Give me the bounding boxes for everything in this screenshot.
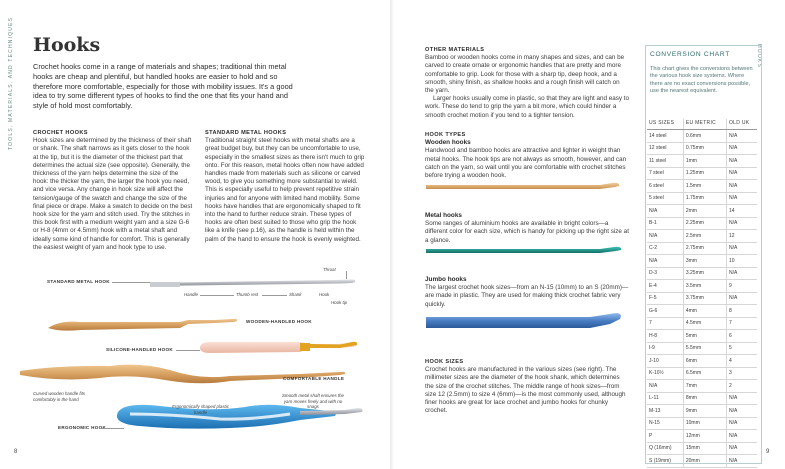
crochet-hooks-heading: CROCHET HOOKS [33,130,88,136]
table-row [647,305,757,318]
standard-metal-body: Traditional straight steel hooks with metal shafts are a great budget buy, but they can be uncomfortable to use, especially in the smallest sizes as there isn't much to grip onto. For this reason, metal hooks often now have added handles made from materials such as silicone or carved wood, to give you something more substantial to wield. This is especially useful to help prevent repetitive strain injuries and for anyone with limited hand mobility. Some hooks have handles that are ergonomically shaped to fit into the hand to further reduce strain. These types of hooks are often best suited to those who grip the hook like a knife (see p.16), as the handle is held within the palm of the hand to ensure the hook is evenly weighted. [205,137,365,243]
cell-old-uk: 7 [726,317,757,330]
page-title: Hooks [33,34,101,56]
conversion-chart-text: This chart gives the conversions between the various hook size systems. Where there are no exact conversions possible, use the nearest equivalent. [650,66,753,94]
page-number-right: 9 [766,449,770,455]
label-thumb-rest: Thumb rest [236,292,259,297]
leader-line [176,350,200,351]
cell-eu-metric: 5mm [683,330,726,343]
table-row [647,330,757,343]
cell-eu-metric: 12mm [683,430,726,443]
cell-us-size: N/A [647,230,683,243]
leader-line [346,271,347,279]
cell-eu-metric: 10mm [683,417,726,430]
jumbo-hook-shape [426,313,621,328]
crochet-hooks-section [33,129,193,252]
cell-eu-metric: 0.75mm [683,142,726,155]
label-comfortable-handle: COMFORTABLE HANDLE [283,376,345,381]
other-materials-heading: OTHER MATERIALS [425,47,485,53]
leader-line [112,282,150,283]
hook-sizes-section [425,358,630,415]
cell-us-size: J-10 [647,355,683,368]
header-old-uk: OLD UK [726,119,757,130]
cell-old-uk: N/A [726,217,757,230]
metal-hooks-body: Some ranges of aluminium hooks are available in bright colors—a different color for each size, which is handy for picking up the right size at a glance. [425,220,629,244]
cell-eu-metric: 2.25mm [683,217,726,230]
cell-eu-metric: 1.5mm [683,180,726,193]
cell-old-uk: N/A [726,392,757,405]
standard-metal-hook-shape [150,279,355,286]
note-ergonomic-handle: Ergonomically shaped plastic handle [172,404,229,415]
cell-us-size: 5 steel [647,192,683,205]
cell-us-size: B-1 [647,217,683,230]
hook-types-heading: HOOK TYPES [425,132,466,138]
table-row [647,180,757,193]
jumbo-hooks-body: The largest crochet hook sizes—from an N-15 (10mm) to an S (20mm)—are made in plastic. They are used for making thick crochet fabric very quickly. [425,284,629,308]
note-curved-handle: Curved wooden handle fits comfortably in the hand [33,391,85,402]
metal-hook-shape [426,247,621,253]
table-row [647,355,757,368]
cell-us-size: P [647,430,683,443]
label-throat: Throat [323,267,336,272]
cell-eu-metric: 9mm [683,405,726,418]
cell-us-size: 7 [647,317,683,330]
table-row [647,130,757,143]
table-row [647,280,757,293]
cell-eu-metric: 4mm [683,305,726,318]
label-silicone-handled-hook: SILICONE-HANDLED HOOK [106,347,174,352]
cell-us-size: 7 steel [647,167,683,180]
table-row [647,342,757,355]
cell-us-size: E-4 [647,280,683,293]
cell-old-uk: 12 [726,230,757,243]
other-materials-p1: Bamboo or wooden hooks come in many shapes and sizes, and can be carved to create ornate or ergonomic handles that are pretty and more comfortable to grip. Look for those with a sharp tip, deep hook, and a smooth, shiny finish, as shallow hooks and a rough finish will catch on the yarn. [425,54,625,95]
cell-old-uk: 8 [726,305,757,318]
cell-old-uk: N/A [726,155,757,168]
cell-us-size: N-15 [647,417,683,430]
cell-eu-metric: 3.25mm [683,267,726,280]
cell-us-size: I-9 [647,342,683,355]
standard-metal-heading: STANDARD METAL HOOKS [205,130,287,136]
cell-eu-metric: 5.5mm [683,342,726,355]
table-row [647,267,757,280]
table-row [647,392,757,405]
header-eu-metric: EU METRIC [683,119,726,130]
cell-us-size: 11 steel [647,155,683,168]
leader-line [200,295,234,296]
label-handle: Handle [184,292,198,297]
cell-us-size: 12 steel [647,142,683,155]
cell-old-uk: N/A [726,242,757,255]
cell-us-size: K-10½ [647,367,683,380]
table-row [647,192,757,205]
table-row [647,405,757,418]
hook-types-illustration [420,176,640,336]
cell-us-size: N/A [647,205,683,218]
cell-eu-metric: 6.5mm [683,367,726,380]
standard-metal-section [205,129,367,244]
cell-us-size: 14 steel [647,130,683,143]
metal-hooks-title: Metal hooks [425,212,462,219]
table-row [647,455,757,468]
table-row [647,317,757,330]
header-us-sizes: US SIZES [647,119,683,130]
cell-old-uk: N/A [726,130,757,143]
cell-old-uk: N/A [726,430,757,443]
table-row [647,417,757,430]
note-smooth-shaft: Smooth metal shaft ensures the yarn moves freely and with no snags [282,393,344,410]
cell-eu-metric: 2mm [683,205,726,218]
other-materials-section [425,46,630,120]
table-row [647,142,757,155]
hook-sizes-body: Crochet hooks are manufactured in the various sizes (see right). The millimeter sizes are the diameter of the hook shank, which determines the size of the crochet stitches. The middle range of hook sizes—from size 12 (2.5mm) to size 4 (6mm)—is the most commonly used, although finer hooks are great for lace crochet and jumbo hooks for chunky crochet. [425,366,626,415]
jumbo-hooks-title: Jumbo hooks [425,276,467,283]
cell-eu-metric: 8mm [683,392,726,405]
cell-old-uk: N/A [726,267,757,280]
cell-eu-metric: 3.75mm [683,292,726,305]
table-row [647,217,757,230]
wooden-hook-shape [426,183,619,189]
cell-eu-metric: 2.5mm [683,230,726,243]
cell-eu-metric: 1.25mm [683,167,726,180]
label-wooden-handled-hook: WOODEN-HANDLED HOOK [246,319,312,324]
metal-hooks-section [425,212,630,245]
cell-eu-metric: 20mm [683,455,726,468]
running-head-right: HOOKS [756,44,762,69]
leader-line [262,295,287,296]
cell-old-uk: N/A [726,167,757,180]
cell-eu-metric: 4.5mm [683,317,726,330]
cell-old-uk: N/A [726,417,757,430]
table-row [647,442,757,455]
crochet-hooks-body: Hook sizes are determined by the thickness of their shaft or shank. The shaft narrows as it gets closer to the hook at the tip, but it is the diameter of the thickest part that determines the actual size (see opposite). Generally, the thickness of the yarn helps determine the size of the hook: the thicker the yarn, the larger the hook you need, and vice versa. Any change in hook size will affect the tension/gauge of the swatch and change the size of the final piece or drape. Make a swatch to decide on the best hook size for the yarn and stitch used. Try the stitches in this book first with a medium weight yarn and a size G-6 or H-8 (4mm or 4.5mm) hook with a metal shaft and ideally some kind of handle for comfort. This is generally the easiest weight of yarn and hook type to use. [33,137,193,251]
cell-old-uk: 6 [726,330,757,343]
cell-old-uk: N/A [726,292,757,305]
table-row [647,242,757,255]
table-header-row [647,119,757,130]
cell-us-size: L-11 [647,392,683,405]
jumbo-hooks-section [425,276,630,309]
cell-eu-metric: 1.75mm [683,192,726,205]
conversion-table-body [647,130,757,468]
label-hook-tip: Hook tip [331,300,348,305]
cell-eu-metric: 3mm [683,255,726,268]
table-row [647,367,757,380]
table-row [647,167,757,180]
cell-us-size: G-6 [647,305,683,318]
cell-old-uk: N/A [726,142,757,155]
hook-sizes-heading: HOOK SIZES [425,359,464,365]
cell-eu-metric: 1mm [683,155,726,168]
hook-types-section [425,131,630,180]
cell-us-size: F-5 [647,292,683,305]
cell-old-uk: 10 [726,255,757,268]
cell-us-size: 6 steel [647,180,683,193]
wooden-hooks-body: Handwood and bamboo hooks are attractive and lighter in weight than metal hooks. The hook tips are not always as smooth, however, and can catch on the yarn, so wait until you are comfortable with crochet stitches before trying a wooden hook. [425,147,627,180]
label-standard-metal-hook: STANDARD METAL HOOK [47,279,110,284]
cell-old-uk: 9 [726,280,757,293]
table-row [647,205,757,218]
cell-eu-metric: 0.6mm [683,130,726,143]
table-row [647,155,757,168]
cell-old-uk: N/A [726,192,757,205]
cell-old-uk: 14 [726,205,757,218]
wooden-handled-hook-shape [48,319,237,331]
conversion-table [647,119,757,468]
cell-old-uk: 4 [726,355,757,368]
cell-us-size: H-8 [647,330,683,343]
cell-us-size: M-13 [647,405,683,418]
cell-us-size: D-3 [647,267,683,280]
cell-old-uk: 5 [726,342,757,355]
cell-eu-metric: 2.75mm [683,242,726,255]
page-number-left: 8 [14,449,18,455]
wooden-hooks-title: Wooden hooks [425,139,471,147]
leader-line [102,428,124,429]
cell-us-size: N/A [647,255,683,268]
cell-old-uk: 2 [726,380,757,393]
cell-old-uk: N/A [726,180,757,193]
other-materials-p2: Larger hooks usually come in plastic, so that they are light and easy to work. These do tend to grip the yarn a bit more, which could hinder a smooth crochet motion if you tend to a tighter tension. [425,95,630,119]
cell-us-size: S (19mm) [647,455,683,468]
table-row [647,430,757,443]
cell-old-uk: 3 [726,367,757,380]
conversion-chart-title: CONVERSION CHART [650,51,730,58]
cell-eu-metric: 6mm [683,355,726,368]
cell-old-uk: N/A [726,442,757,455]
label-hook: Hook [319,292,330,297]
table-row [647,292,757,305]
cell-us-size: N/A [647,380,683,393]
intro-paragraph: Crochet hooks come in a range of materials and shapes; traditional thin metal hooks are cheap and plentiful, but handled hooks are easier to hold and so therefore more comfortable, especially for those with mobility issues. It's a good idea to try some different types of hooks to find the one that fits your hand and style of hold most comfortably. [33,62,293,111]
table-row [647,230,757,243]
label-shank: Shank [289,292,302,297]
table-row [647,255,757,268]
table-row [647,380,757,393]
label-ergonomic-hook: ERGONOMIC HOOK [58,425,107,430]
cell-eu-metric: 3.5mm [683,280,726,293]
cell-eu-metric: 15mm [683,442,726,455]
cell-us-size: C-2 [647,242,683,255]
cell-old-uk: N/A [726,405,757,418]
cell-eu-metric: 7mm [683,380,726,393]
cell-old-uk: N/A [726,455,757,468]
running-head-left: TOOLS, MATERIALS, AND TECHNIQUES [8,16,14,150]
cell-us-size: Q (16mm) [647,442,683,455]
